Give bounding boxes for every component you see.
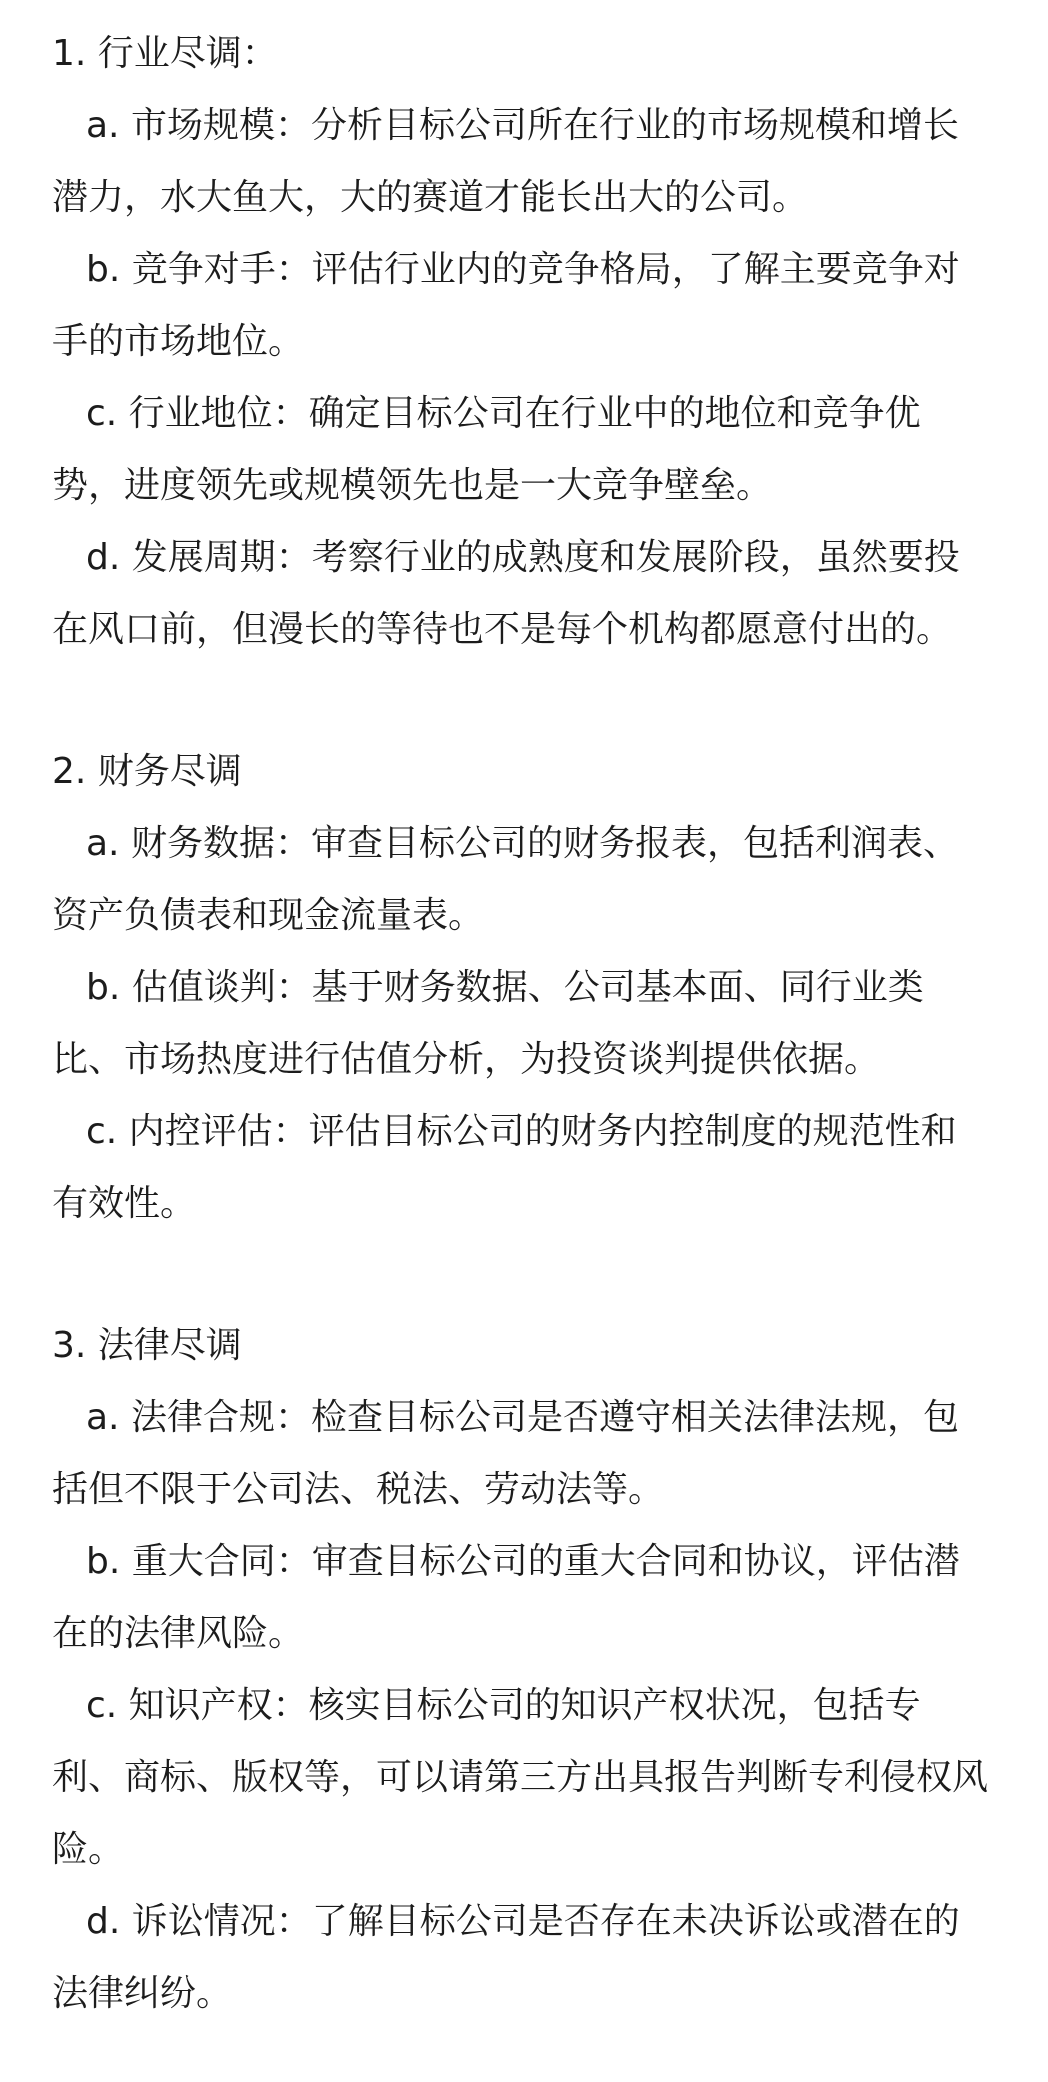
list-item: a. 法律合规：检查目标公司是否遵守相关法律法规，包括但不限于公司法、税法、劳动法等。	[52, 1397, 959, 1510]
list-item: b. 竞争对手：评估行业内的竞争格局，了解主要竞争对手的市场地位。	[52, 249, 960, 362]
section-legal-due-diligence	[52, 1310, 992, 2030]
section-heading: 3. 法律尽调	[52, 1325, 242, 1366]
section-heading: 2. 财务尽调	[52, 751, 242, 792]
list-item: c. 内控评估：评估目标公司的财务内控制度的规范性和有效性。	[52, 1111, 957, 1224]
list-item: a. 市场规模：分析目标公司所在行业的市场规模和增长潜力，水大鱼大，大的赛道才能长出大的公司。	[52, 105, 959, 218]
list-item: d. 诉讼情况：了解目标公司是否存在未决诉讼或潜在的法律纠纷。	[52, 1901, 960, 2014]
list-item: b. 估值谈判：基于财务数据、公司基本面、同行业类比、市场热度进行估值分析，为投资谈判提供依据。	[52, 967, 924, 1080]
section-financial-due-diligence	[52, 736, 992, 1240]
list-item: c. 行业地位：确定目标公司在行业中的地位和竞争优势，进度领先或规模领先也是一大竞争壁垒。	[52, 393, 921, 506]
list-item: c. 知识产权：核实目标公司的知识产权状况，包括专利、商标、版权等，可以请第三方出具报告判断专利侵权风险。	[52, 1685, 989, 1870]
section-industry-due-diligence	[52, 18, 992, 666]
list-item: a. 财务数据：审查目标公司的财务报表，包括利润表、资产负债表和现金流量表。	[52, 823, 959, 936]
section-heading: 1. 行业尽调：	[52, 33, 278, 74]
list-item: d. 发展周期：考察行业的成熟度和发展阶段，虽然要投在风口前，但漫长的等待也不是每个机构都愿意付出的。	[52, 537, 960, 650]
list-item: b. 重大合同：审查目标公司的重大合同和协议，评估潜在的法律风险。	[52, 1541, 960, 1654]
